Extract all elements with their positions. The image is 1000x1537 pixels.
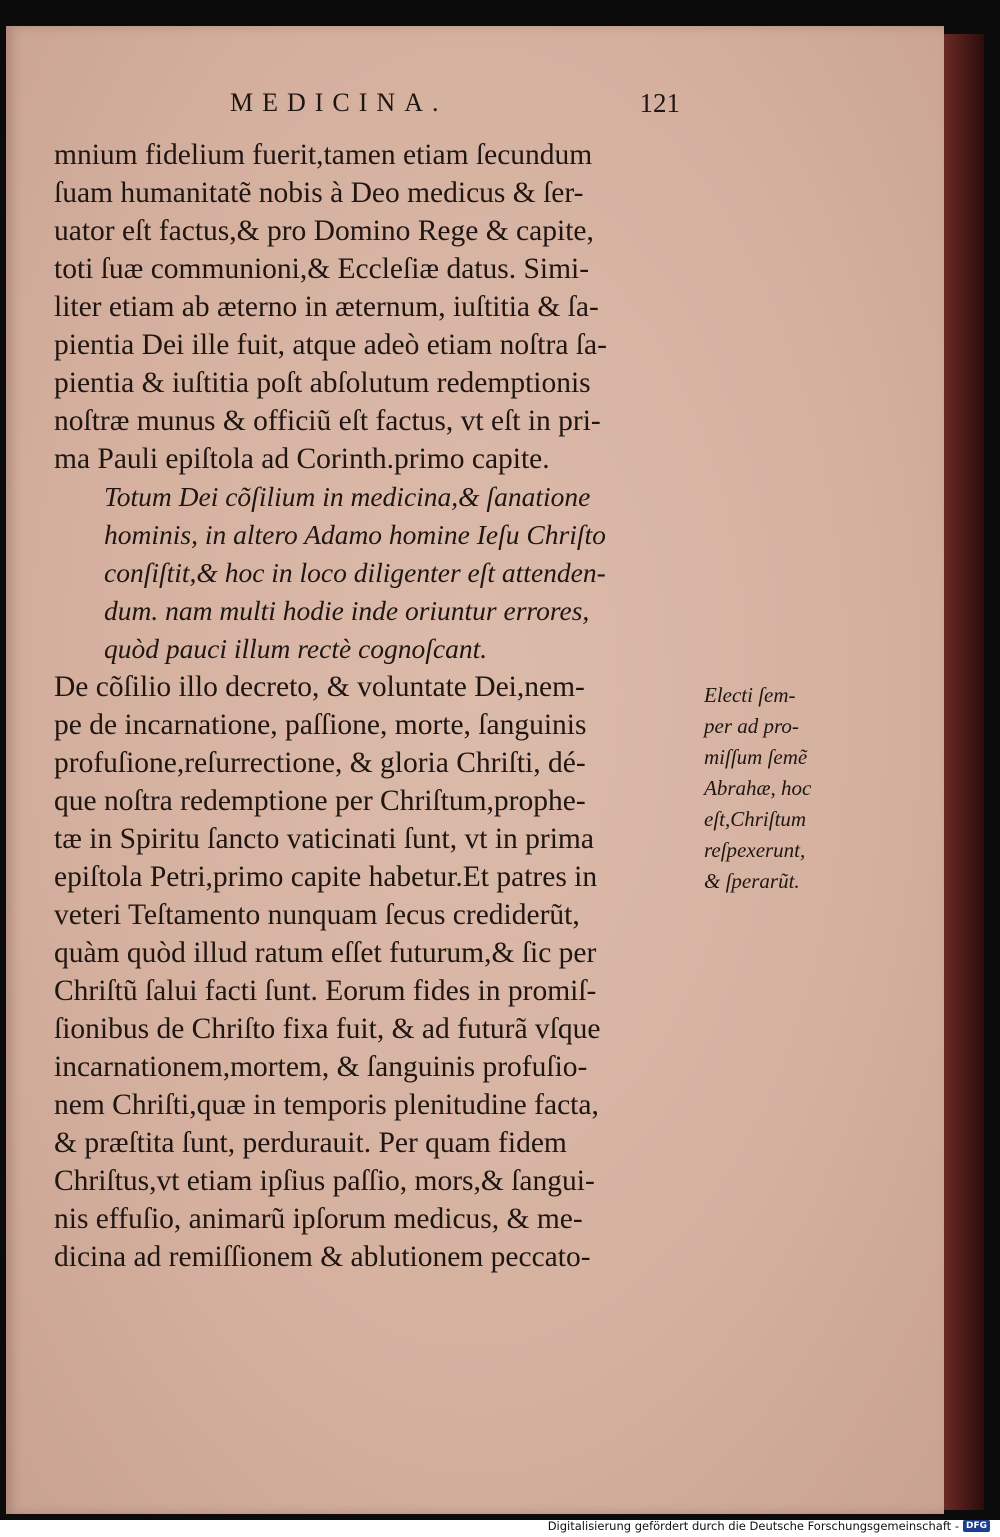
text-line: & præſtita ſunt, perdurauit. Per quam fidem (54, 1127, 567, 1159)
marginal-note-line: miſſum ſemẽ (704, 745, 808, 769)
text-line: nem Chriſti,quæ in temporis plenitudine facta, (54, 1089, 599, 1121)
page-number: 121 (639, 88, 680, 118)
text-line: noſtræ munus & officiũ eſt factus, vt eſt in pri- (54, 405, 601, 437)
italic-summary-line: quòd pauci illum rectè cognoſcant. (104, 633, 488, 664)
text-line: De cõſilio illo decreto, & voluntate Dei,nem- (54, 671, 585, 703)
text-line: incarnationem,mortem, & ſanguinis profuſio- (54, 1051, 588, 1083)
book-edge (944, 34, 984, 1510)
marginal-note-line: reſpexerunt, (704, 838, 806, 862)
text-line: pientia Dei ille fuit, atque adeò etiam noſtra ſa- (54, 329, 607, 361)
marginal-note-line: & ſperarũt. (704, 869, 800, 893)
text-line: uator eſt factus,& pro Domino Rege & capite, (54, 215, 594, 247)
text-line: mnium fidelium fuerit,tamen etiam ſecundum (54, 139, 593, 171)
text-line: nis effuſio, animarũ ipſorum medicus, & me- (54, 1203, 583, 1235)
text-line: quàm quòd illud ratum eſſet futurum,& ſic per (54, 937, 597, 969)
text-line: epiſtola Petri,primo capite habetur.Et patres in (54, 861, 598, 893)
italic-summary-line: Totum Dei cõſilium in medicina,& ſanatione (104, 481, 591, 512)
text-line: tæ in Spiritu ſancto vaticinati ſunt, vt in prima (54, 823, 594, 855)
text-line: profuſione,reſurrectione, & gloria Chriſti, dé- (54, 747, 586, 779)
italic-summary-line: dum. nam multi hodie inde oriuntur errores, (104, 595, 590, 626)
text-line: veteri Teſtamento nunquam ſecus crediderũt, (54, 899, 580, 931)
dfg-logo: DFG (963, 1520, 990, 1532)
text-line: liter etiam ab æterno in æternum, iuſtitia & ſa- (54, 291, 599, 323)
text-line: dicina ad remiſſionem & ablutionem peccato- (54, 1241, 591, 1273)
text-line: pientia & iuſtitia poſt abſolutum redemptionis (54, 367, 591, 399)
italic-summary-line: hominis, in altero Adamo homine Ieſu Chriſto (104, 519, 606, 550)
text-line: Chriſtus,vt etiam ipſius paſſio, mors,& ſangui- (54, 1165, 595, 1197)
running-head: MEDICINA. (230, 88, 448, 117)
marginal-note-line: eſt,Chriſtum (704, 807, 807, 831)
digitization-credit (548, 1519, 990, 1533)
marginal-note-line: Abrahæ, hoc (704, 776, 812, 800)
marginal-note-line: per ad pro- (704, 714, 799, 738)
italic-summary-line: conſiſtit,& hoc in loco diligenter eſt attenden- (104, 557, 606, 588)
text-line: pe de incarnatione, paſſione, morte, ſanguinis (54, 709, 587, 741)
marginal-note (704, 680, 844, 897)
page-header (230, 88, 680, 128)
text-line: ſionibus de Chriſto fixa fuit, & ad futurã vſque (54, 1013, 601, 1045)
text-line: ma Pauli epiſtola ad Corinth.primo capite. (54, 443, 550, 475)
credit-text: Digitalisierung gefördert durch die Deutsche Forschungsgemeinschaft - (547, 1519, 959, 1533)
main-text-block (54, 136, 694, 1276)
marginal-note-line: Electi ſem- (704, 683, 796, 707)
text-line: que noſtra redemptione per Chriſtum,prophe- (54, 785, 586, 817)
text-line: Chriſtũ ſalui facti ſunt. Eorum fides in promiſ- (54, 975, 597, 1007)
text-line: ſuam humanitatẽ nobis à Deo medicus & ſer- (54, 177, 584, 209)
text-line: toti ſuæ communioni,& Eccleſiæ datus. Simi- (54, 253, 590, 285)
